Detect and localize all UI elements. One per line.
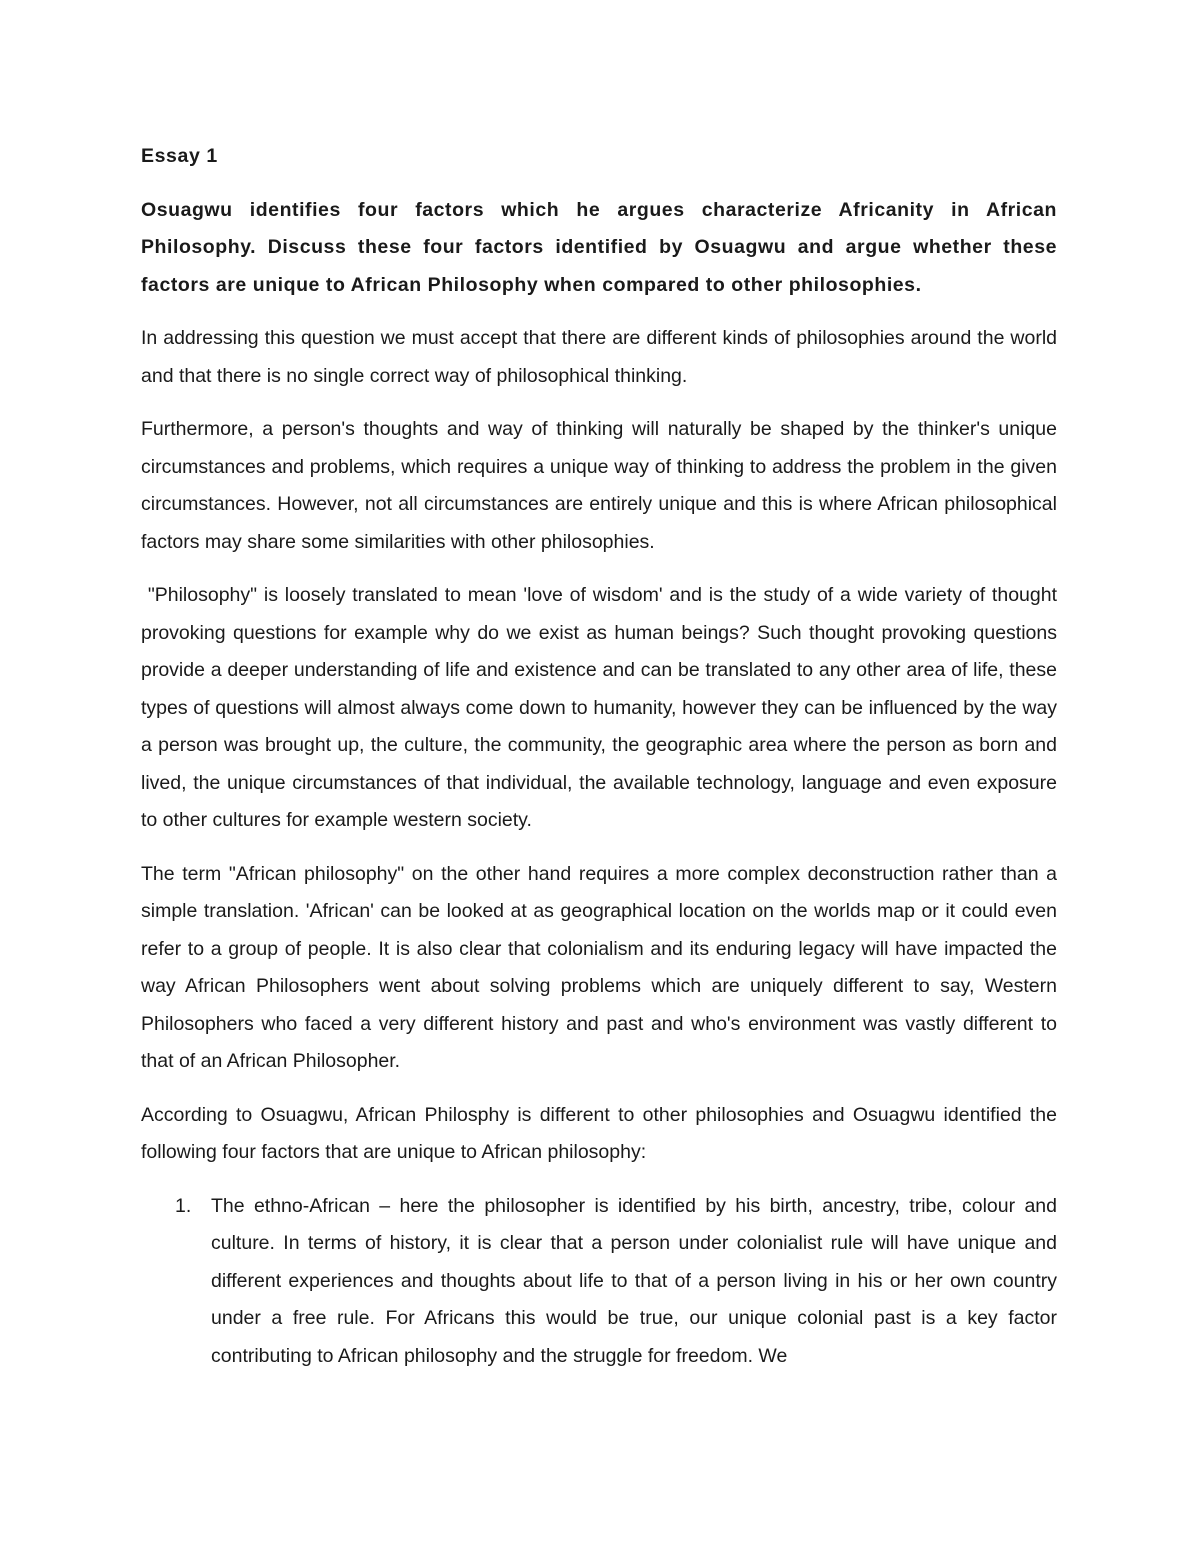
essay-title: Essay 1 (141, 145, 218, 167)
paragraph-african-philosophy: The term "African philosophy" on the other hand requires a more complex deconstruction rather than a simple translation. 'African' can be looked at as geographical location on the worlds map or it could even refer to a group of people. It is also clear that colonialism and its enduring legacy will have impacted the way African Philosophers went about solving problems which are uniquely different to say, Western Philosophers who faced a very different history and past and who's environment was vastly different to that of an African Philosopher. (141, 862, 1057, 1072)
document-body (141, 138, 1063, 1375)
essay-question: Osuagwu identifies four factors which he argues characterize Africanity in African Philosophy. Discuss these four factors identified by Osuagwu and argue whether these factors are unique to African Philosophy when compared to other philosophies. (141, 198, 1057, 296)
paragraph-thinking: Furthermore, a person's thoughts and way of thinking will naturally be shaped by the thinker's unique circumstances and problems, which requires a unique way of thinking to address the problem in the given circumstances. However, not all circumstances are entirely unique and this is where African philosophical factors may share some similarities with other philosophies. (141, 418, 1057, 553)
factors-list (141, 1188, 1057, 1376)
paragraph-philosophy-definition: "Philosophy" is loosely translated to mean 'love of wisdom' and is the study of a wide variety of thought provoking questions for example why do we exist as human beings? Such thought provoking questions provide a deeper understanding of life and existence and can be translated to any other area of life, these types of questions will almost always come down to humanity, however they can be influenced by the way a person was brought up, the culture, the community, the geographic area where the person as born and lived, the unique circumstances of that individual, the available technology, language and even exposure to other cultures for example western society. (141, 584, 1063, 831)
list-item-number: 1. (175, 1194, 192, 1217)
paragraph-osuagwu-factors: According to Osuagwu, African Philosphy is different to other philosophies and Osuagwu identified the following four factors that are unique to African philosophy: (141, 1103, 1057, 1163)
list-item (141, 1188, 1057, 1376)
paragraph-intro: In addressing this question we must accept that there are different kinds of philosophies around the world and that there is no single correct way of philosophical thinking. (141, 327, 1057, 387)
list-item-text: The ethno-African – here the philosopher is identified by his birth, ancestry, tribe, colour and culture. In terms of history, it is clear that a person under colonialist rule will have unique and different experiences and thoughts about life to that of a person living in his or her own country under a free rule. For Africans this would be true, our unique colonial past is a key factor contributing to African philosophy and the struggle for freedom. We (211, 1194, 1057, 1367)
